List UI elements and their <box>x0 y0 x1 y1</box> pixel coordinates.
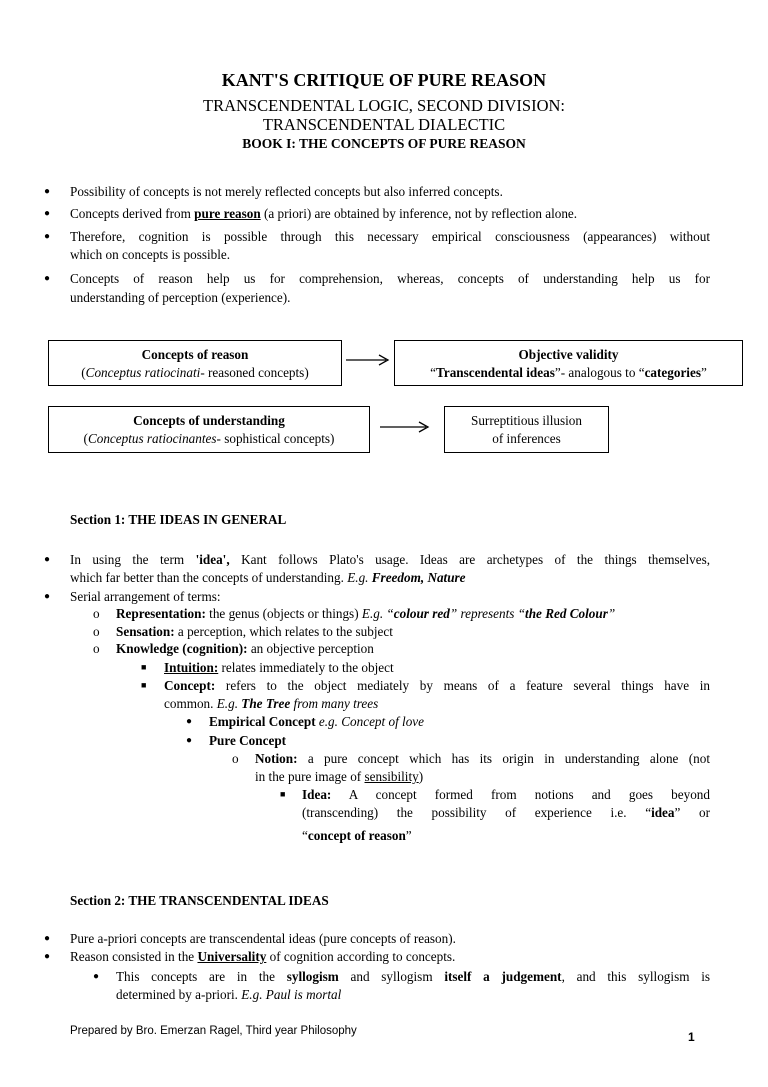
bullet-icon: ● <box>44 591 51 602</box>
bullet-icon: ● <box>44 186 51 197</box>
item-intuition: Intuition: relates immediately to the object <box>164 660 394 675</box>
section-1-bullet-2: Serial arrangement of terms: <box>70 589 221 604</box>
page-number: 1 <box>688 1030 695 1044</box>
bullet-icon: ● <box>93 971 100 982</box>
intro-bullet-4-line-2: understanding of perception (experience). <box>70 290 291 305</box>
box-surreptitious-illusion: Surreptitious illusion of inferences <box>444 406 609 453</box>
item-notion-line-1: Notion: a pure concept which has its origin in understanding alone (not <box>255 751 710 766</box>
footer-credit: Prepared by Bro. Emerzan Ragel, Third year Philosophy <box>70 1025 357 1037</box>
item-empirical-concept: Empirical Concept e.g. Concept of love <box>209 714 424 729</box>
intro-bullet-2: Concepts derived from pure reason (a priori) are obtained by inference, not by reflection alone. <box>70 206 578 221</box>
page-title: KANT'S CRITIQUE OF PURE REASON <box>221 70 547 90</box>
section-1-bullet-1-line-1: In using the term 'idea', Kant follows Plato's usage. Ideas are archetypes of the things themselves, <box>70 552 711 567</box>
item-concept-line-2: common. E.g. The Tree from many trees <box>164 696 379 711</box>
item-idea-line-1: Idea: A concept formed from notions and goes beyond <box>302 787 710 802</box>
book-heading: BOOK I: THE CONCEPTS OF PURE REASON <box>242 136 526 151</box>
circle-bullet-icon: o <box>93 624 100 639</box>
section-1-bullet-1-line-2: which far better than the concepts of understanding. E.g. Freedom, Nature <box>70 570 466 585</box>
item-sensation: Sensation: a perception, which relates to the subject <box>116 624 393 639</box>
intro-bullet-4-line-1: Concepts of reason help us for comprehension, whereas, concepts of understanding help us for <box>70 271 710 286</box>
square-bullet-icon: ■ <box>141 662 147 672</box>
intro-bullet-1: Possibility of concepts is not merely reflected concepts but also inferred concepts. <box>70 184 503 199</box>
subtitle-dialectic: TRANSCENDENTAL DIALECTIC <box>262 115 506 134</box>
circle-bullet-icon: o <box>232 751 239 766</box>
bullet-icon: ● <box>44 951 51 962</box>
square-bullet-icon: ■ <box>141 680 147 690</box>
box-objective-validity: Objective validity “Transcendental ideas”- analogous to “categories” <box>394 340 743 386</box>
section-2-heading: Section 2: THE TRANSCENDENTAL IDEAS <box>70 893 329 908</box>
section-2-sub-bullet-line-1: This concepts are in the syllogism and syllogism itself a judgement, and this syllogism is <box>116 969 710 984</box>
bullet-icon: ● <box>44 208 51 219</box>
section-1-heading: Section 1: THE IDEAS IN GENERAL <box>70 512 287 527</box>
intro-bullet-3-line-1: Therefore, cognition is possible through this necessary empirical consciousness (appearances) without <box>70 229 710 244</box>
bullet-icon: ● <box>44 554 51 565</box>
bullet-icon: ● <box>44 933 51 944</box>
square-bullet-icon: ■ <box>280 789 286 799</box>
item-idea-line-2: (transcending) the possibility of experience i.e. “idea” or <box>302 805 710 820</box>
arrow-right-icon <box>380 420 432 434</box>
bullet-icon: ● <box>186 735 193 746</box>
item-idea-line-3: “concept of reason” <box>302 828 412 843</box>
item-knowledge: Knowledge (cognition): an objective perception <box>116 641 374 656</box>
circle-bullet-icon: o <box>93 641 100 656</box>
box-concepts-of-understanding: Concepts of understanding (Conceptus ratiocinantes- sophistical concepts) <box>48 406 370 453</box>
item-concept-line-1: Concept: refers to the object mediately by means of a feature several things have in <box>164 678 710 693</box>
term-pure-reason: pure reason <box>194 206 261 221</box>
intro-bullet-3-line-2: which on concepts is possible. <box>70 247 231 262</box>
section-2-sub-bullet-line-2: determined by a-priori. E.g. Paul is mortal <box>116 987 342 1002</box>
section-2-bullet-2: Reason consisted in the Universality of cognition according to concepts. <box>70 949 456 964</box>
arrow-right-icon <box>346 353 392 367</box>
circle-bullet-icon: o <box>93 606 100 621</box>
item-representation: Representation: the genus (objects or things) E.g. “colour red” represents “the Red Colour” <box>116 606 616 621</box>
bullet-icon: ● <box>186 716 193 727</box>
subtitle-division: TRANSCENDENTAL LOGIC, SECOND DIVISION: <box>203 96 565 115</box>
bullet-icon: ● <box>44 231 51 242</box>
bullet-icon: ● <box>44 273 51 284</box>
item-notion-line-2: in the pure image of sensibility) <box>255 769 424 784</box>
item-pure-concept: Pure Concept <box>209 733 287 748</box>
box-concepts-of-reason: Concepts of reason (Conceptus ratiocinati- reasoned concepts) <box>48 340 342 386</box>
section-2-bullet-1: Pure a-priori concepts are transcendental ideas (pure concepts of reason). <box>70 931 456 946</box>
